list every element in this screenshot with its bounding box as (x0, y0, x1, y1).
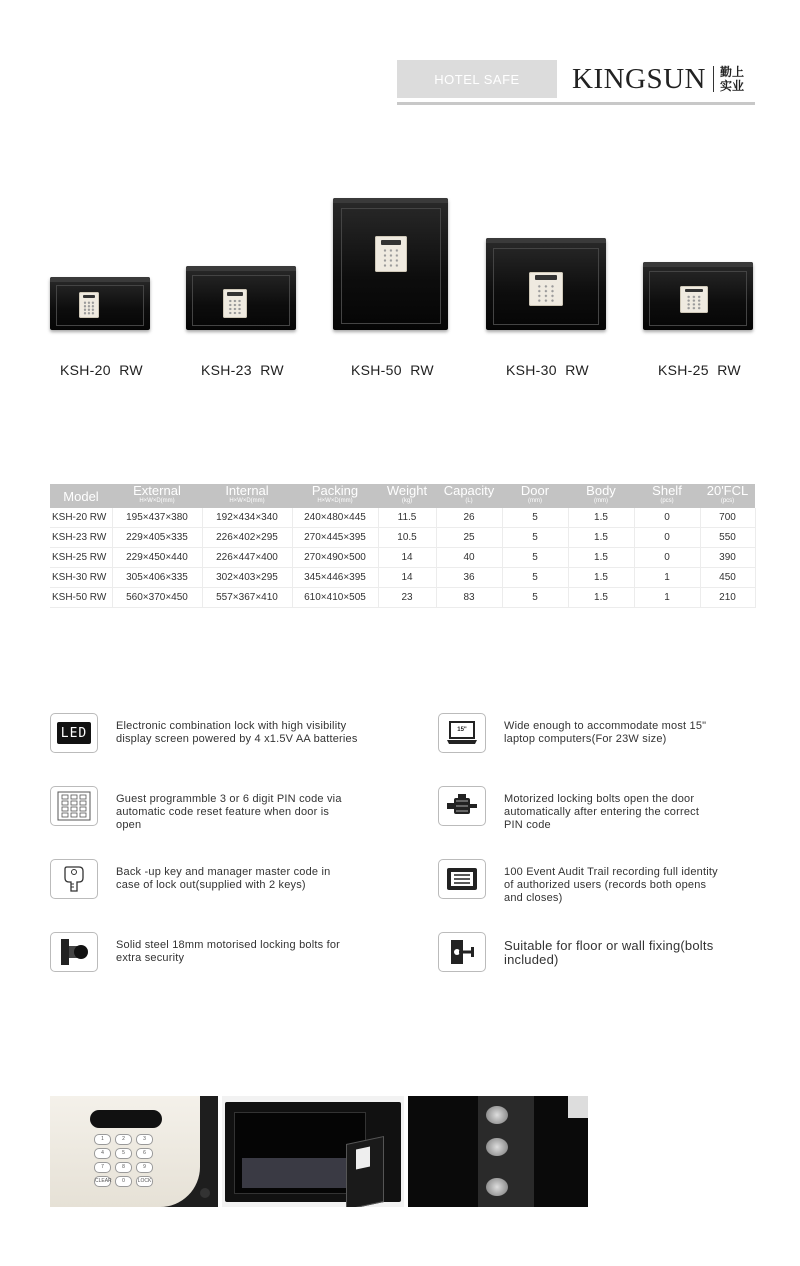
feature-text: Motorized locking bolts open the door automatically after entering the correct PIN code (504, 793, 700, 831)
model-cell: KSH-23 RW (50, 528, 112, 548)
keypad-key: 0 (115, 1176, 132, 1187)
spec-cell: 1 (634, 568, 700, 588)
model-cell: KSH-30 RW (50, 568, 112, 588)
feature-backup-key (50, 859, 400, 899)
spec-cell: 11.5 (378, 508, 436, 528)
spec-cell: 23 (378, 588, 436, 608)
feature-audit-trail (438, 859, 758, 905)
keypad-key: 7 (94, 1162, 111, 1173)
key-icon (50, 859, 98, 899)
feature-led-display (50, 713, 400, 753)
spec-cell: 25 (436, 528, 502, 548)
spec-cell: 1.5 (568, 548, 634, 568)
spec-cell: 302×403×295 (202, 568, 292, 588)
keypad-panel (529, 272, 563, 306)
feature-keypad (50, 786, 400, 832)
wall-fixing-icon (438, 932, 486, 972)
motor-icon (438, 786, 486, 826)
keypad-panel (79, 292, 99, 318)
feature-wall-fixing (438, 932, 758, 972)
safe-image-ksh-20 (50, 277, 150, 330)
photo-locking-bolts (408, 1096, 588, 1207)
column-header: Body (mm) (568, 484, 634, 508)
brand-divider (713, 66, 714, 92)
column-header: Model (50, 484, 112, 508)
feature-text: Solid steel 18mm motorised locking bolts for extra security (116, 939, 341, 964)
column-header: Shelf (pcs) (634, 484, 700, 508)
column-header: 20'FCL (pcs) (700, 484, 755, 508)
spec-cell: 5 (502, 508, 568, 528)
column-header: Packing H×W×D(mm) (292, 484, 378, 508)
spec-cell: 226×402×295 (202, 528, 292, 548)
spec-cell: 450 (700, 568, 755, 588)
photo-keypad-closeup (50, 1096, 218, 1207)
keypad-key: CLEAR (94, 1176, 111, 1187)
feature-text: Electronic combination lock with high visibility display screen powered by 4 x1.5V AA batteries (116, 720, 358, 745)
model-cell: KSH-25 RW (50, 548, 112, 568)
keypad-panel (680, 286, 708, 313)
audit-trail-icon (438, 859, 486, 899)
spec-table (50, 484, 756, 608)
keypad-key: 2 (115, 1134, 132, 1145)
keypad-panel (223, 289, 247, 318)
spec-cell: 305×406×335 (112, 568, 202, 588)
keypad-key: 5 (115, 1148, 132, 1159)
brand-logo (572, 60, 746, 98)
spec-cell: 345×446×395 (292, 568, 378, 588)
spec-cell: 210 (700, 588, 755, 608)
locking-bolt-icon (50, 932, 98, 972)
keypad-key: LOCK (136, 1176, 153, 1187)
keypad-key: 1 (94, 1134, 111, 1145)
spec-cell: 10.5 (378, 528, 436, 548)
column-header: Weight (kg) (378, 484, 436, 508)
spec-cell: 14 (378, 548, 436, 568)
spec-cell: 40 (436, 548, 502, 568)
keypad-key: 6 (136, 1148, 153, 1159)
keypad-key: 3 (136, 1134, 153, 1145)
spec-cell: 270×445×395 (292, 528, 378, 548)
column-header: Capacity (L) (436, 484, 502, 508)
safe-image-ksh-25 (643, 262, 753, 330)
spec-cell: 26 (436, 508, 502, 528)
spec-cell: 1.5 (568, 508, 634, 528)
column-header: External H×W×D(mm) (112, 484, 202, 508)
spec-cell: 1.5 (568, 568, 634, 588)
safe-image-ksh-30 (486, 238, 606, 330)
feature-text: Wide enough to accommodate most 15" laptop computers(For 23W size) (504, 720, 707, 745)
spec-cell: 0 (634, 548, 700, 568)
spec-cell: 0 (634, 528, 700, 548)
keypad-panel (375, 236, 407, 272)
spec-cell: 229×450×440 (112, 548, 202, 568)
spec-cell: 5 (502, 548, 568, 568)
table-row (50, 568, 755, 588)
spec-cell: 14 (378, 568, 436, 588)
table-row (50, 528, 755, 548)
spec-cell: 36 (436, 568, 502, 588)
product-label: KSH-30 RW (506, 362, 589, 378)
model-cell: KSH-20 RW (50, 508, 112, 528)
safe-image-ksh-23 (186, 266, 296, 330)
laptop-icon: 15" (438, 713, 486, 753)
feature-locking-bolts (50, 932, 400, 972)
keypad-key: 4 (94, 1148, 111, 1159)
spec-cell: 192×434×340 (202, 508, 292, 528)
keypad-key: 8 (115, 1162, 132, 1173)
product-label: KSH-23 RW (201, 362, 284, 378)
spec-cell: 240×480×445 (292, 508, 378, 528)
spec-cell: 229×405×335 (112, 528, 202, 548)
photo-safe-open (222, 1096, 404, 1207)
spec-cell: 270×490×500 (292, 548, 378, 568)
spec-cell: 5 (502, 528, 568, 548)
feature-text: Guest programmble 3 or 6 digit PIN code via automatic code reset feature when door is open (116, 793, 342, 831)
table-row (50, 508, 755, 528)
model-cell: KSH-50 RW (50, 588, 112, 608)
spec-cell: 5 (502, 588, 568, 608)
keypad-key: 9 (136, 1162, 153, 1173)
spec-cell: 557×367×410 (202, 588, 292, 608)
spec-cell: 550 (700, 528, 755, 548)
header-underline (397, 102, 755, 105)
product-label: KSH-25 RW (658, 362, 741, 378)
led-display-icon: LED (50, 713, 98, 753)
column-header: Internal H×W×D(mm) (202, 484, 292, 508)
spec-cell: 560×370×450 (112, 588, 202, 608)
product-label: KSH-20 RW (60, 362, 143, 378)
table-row (50, 588, 755, 608)
header-tab: HOTEL SAFE (397, 60, 557, 98)
feature-laptop (438, 713, 758, 753)
feature-motorized-bolts (438, 786, 758, 832)
feature-text: Back -up key and manager master code in case of lock out(supplied with 2 keys) (116, 866, 331, 891)
feature-text: Suitable for floor or wall fixing(bolts included) (504, 938, 714, 967)
keypad-icon (50, 786, 98, 826)
spec-cell: 0 (634, 508, 700, 528)
safe-image-ksh-50 (333, 198, 448, 330)
spec-cell: 700 (700, 508, 755, 528)
spec-cell: 195×437×380 (112, 508, 202, 528)
product-label: KSH-50 RW (351, 362, 434, 378)
spec-cell: 1 (634, 588, 700, 608)
spec-cell: 226×447×400 (202, 548, 292, 568)
brand-chinese-name: 勤上实业 (720, 65, 745, 93)
table-header-row (50, 484, 755, 508)
feature-text: 100 Event Audit Trail recording full identity of authorized users (records both opens and closes) (504, 866, 718, 904)
spec-cell: 1.5 (568, 528, 634, 548)
spec-cell: 390 (700, 548, 755, 568)
brand-name: KINGSUN (572, 62, 706, 95)
spec-cell: 5 (502, 568, 568, 588)
column-header: Door (mm) (502, 484, 568, 508)
spec-cell: 83 (436, 588, 502, 608)
table-row (50, 548, 755, 568)
spec-cell: 610×410×505 (292, 588, 378, 608)
spec-cell: 1.5 (568, 588, 634, 608)
